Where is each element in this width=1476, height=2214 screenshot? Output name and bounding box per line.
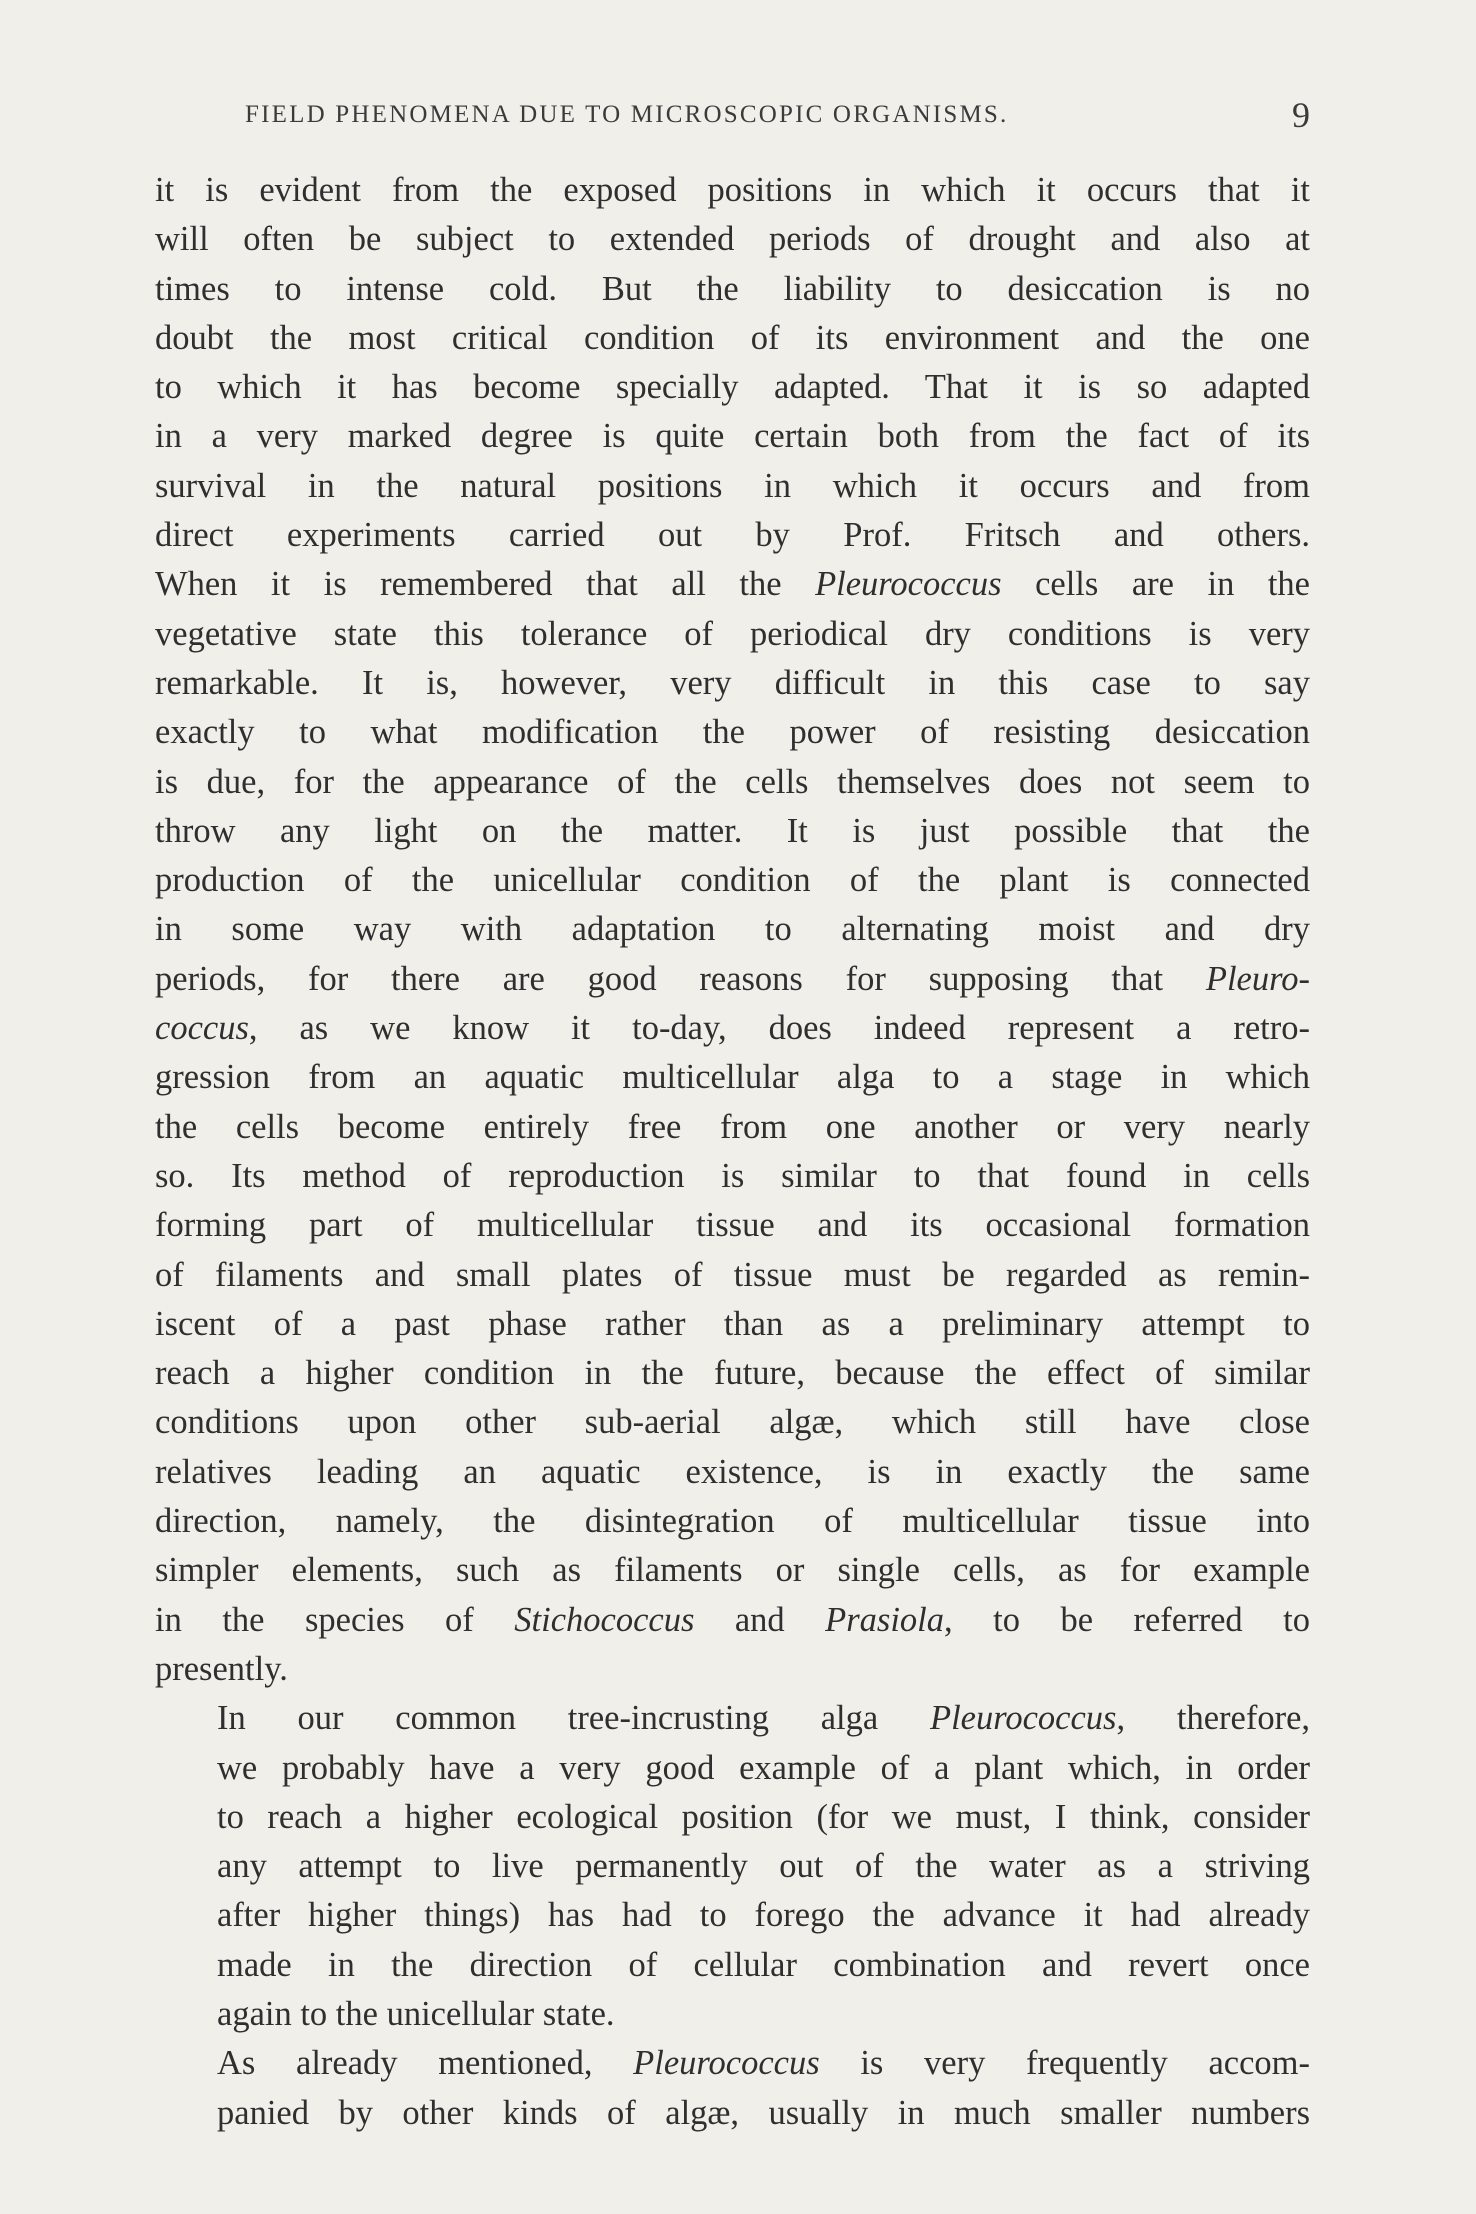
text-line: coccus, as we know it to-day, does indeed represent a retro- [155,1009,1310,1048]
text-line: reach a higher condition in the future, because the effect of similar [155,1354,1310,1393]
italic-term: Pleurococcus [930,1699,1117,1738]
text-line: in a very marked degree is quite certain both from the fact of its [155,417,1310,456]
italic-term: coccus [155,1009,249,1048]
text-line: In our common tree-incrusting alga Pleurococcus, therefore, [217,1699,1311,1738]
text-line: production of the unicellular condition of the plant is connected [155,861,1310,900]
text-line: is due, for the appearance of the cells themselves does not seem to [155,762,1310,801]
text-line: panied by other kinds of algæ, usually in much smaller numbers [217,2093,1310,2132]
text-line: As already mentioned, Pleurococcus is very frequently accom- [217,2044,1310,2083]
text-line: in the species of Stichococcus and Prasiola, to be referred to [155,1600,1310,1639]
text-line: we probably have a very good example of a plant which, in order [217,1748,1310,1787]
paragraph [155,2039,1310,2138]
italic-term: Pleurococcus [633,2044,820,2083]
text-line: periods, for there are good reasons for supposing that Pleuro- [155,959,1310,998]
text-line: any attempt to live permanently out of the water as a striving [217,1847,1310,1886]
text-line: forming part of multicellular tissue and its occasional formation [155,1206,1310,1245]
text-line: remarkable. It is, however, very difficult in this case to say [155,663,1310,702]
text-line: will often be subject to extended periods of drought and also at [155,220,1310,259]
text-line: direct experiments carried out by Prof. Fritsch and others. [155,516,1310,555]
italic-term: Stichococcus [514,1600,695,1639]
text-line: made in the direction of cellular combination and revert once [217,1945,1310,1984]
text-line: iscent of a past phase rather than as a preliminary attempt to [155,1304,1310,1343]
text-line: gression from an aquatic multicellular alga to a stage in which [155,1058,1310,1097]
paragraph [155,1694,1310,2039]
text-line: times to intense cold. But the liability to desiccation is no [155,269,1310,308]
text-line: conditions upon other sub-aerial algæ, which still have close [155,1403,1310,1442]
running-head-title: FIELD PHENOMENA DUE TO MICROSCOPIC ORGANISMS. [245,101,1009,128]
italic-term: Prasiola [825,1600,945,1639]
italic-term: Pleurococcus [815,565,1002,604]
text-line: simpler elements, such as filaments or single cells, as for example [155,1551,1310,1590]
paragraph [155,166,1310,1694]
text-line: doubt the most critical condition of its environment and the one [155,318,1310,357]
text-line: the cells become entirely free from one another or very nearly [155,1107,1310,1146]
page-number: 9 [1292,95,1310,135]
text-line: after higher things) has had to forego the advance it had already [217,1896,1310,1935]
text-line: throw any light on the matter. It is just possible that the [155,811,1310,850]
text-line: again to the unicellular state. [217,1994,615,2033]
text-line: in some way with adaptation to alternating moist and dry [155,910,1310,949]
text-line: of filaments and small plates of tissue must be regarded as remin- [155,1255,1310,1294]
italic-term: Pleuro- [1205,959,1310,998]
text-line: vegetative state this tolerance of periodical dry conditions is very [155,614,1310,653]
text-line: direction, namely, the disintegration of multicellular tissue into [155,1502,1310,1541]
text-line: exactly to what modification the power of resisting desiccation [155,713,1310,752]
text-line: to which it has become specially adapted. That it is so adapted [155,368,1310,407]
text-line: survival in the natural positions in which it occurs and from [155,466,1310,505]
text-line: to reach a higher ecological position (for we must, I think, consider [217,1797,1310,1836]
text-line: so. Its method of reproduction is similar to that found in cells [155,1156,1310,1195]
text-line: relatives leading an aquatic existence, is in exactly the same [155,1452,1310,1491]
text-line: it is evident from the exposed positions in which it occurs that it [155,171,1310,209]
text-line: When it is remembered that all the Pleurococcus cells are in the [155,565,1310,604]
body-text [155,166,1310,2138]
running-head [155,95,1310,145]
text-line: presently. [155,1649,288,1688]
